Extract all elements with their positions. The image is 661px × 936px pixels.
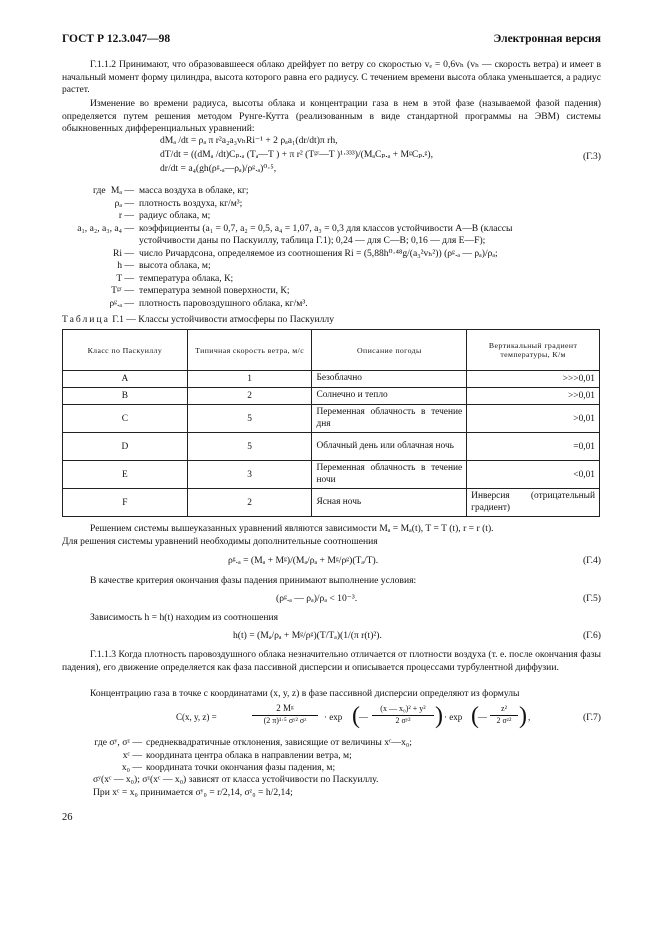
g7-inner1-numerator: (x — x₀)² + y² — [380, 704, 426, 713]
cell-class: A — [63, 371, 188, 388]
paragraph-additional-relations: Для решения системы уравнений необходимы дополнительные соотношения — [62, 536, 378, 547]
g7-inner1-denominator: 2 σʸ² — [395, 716, 411, 725]
legend-symbol: Tᵍʳ — — [111, 285, 134, 296]
paragraph-concentration: Концентрацию газа в точке с координатами (x, y, z) в фазе пассивной дисперсии определяют из формулы — [90, 688, 520, 699]
cell-class: D — [63, 433, 188, 461]
g7-paren-open-1: ( — [352, 703, 360, 729]
cell-wind-speed: 2 — [187, 388, 312, 405]
g7-exp1: · exp — [324, 712, 343, 722]
cell-gradient: =0,01 — [467, 433, 600, 461]
legend-description: коэффициенты (a₁ = 0,7, a₂ = 0,5, a₄ = 1,07, a₃ = 0,3 для классов устойчивости А—В (классы — [139, 222, 513, 234]
equation-g3-line2: dT/dt = ((dMₐ /dt)Cₚ.ₐ (Tₐ—T ) + π r² (Tᵍʳ—T )¹·³³³)/(MₐCₚ.ₐ + MᵍCₚ.ᵍ), — [160, 149, 433, 160]
paragraph-g112: Г.1.1.2 Принимают, что образовавшееся облако дрейфует по ветру со скоростью vₑ = 0,6vₕ (vₕ — скорость ветра) и имеет в начальный момент форму цилиндра, высота которого равна его радиусу. С течением времени высота облака уменьшается, а радиус растет. — [62, 59, 601, 96]
legend-sigma-dependence: σʸ(xᶜ — x₀); σᶻ(xᶜ — x₀) зависят от класса устойчивости по Паскуиллу. — [93, 774, 379, 785]
legend-symbol: r — — [118, 210, 134, 221]
paragraph-height: Зависимость h = h(t) находим из соотношения — [90, 612, 279, 623]
cell-wind-speed: 5 — [187, 405, 312, 433]
legend-symbol: h — — [117, 260, 134, 271]
header-class: Класс по Паскуиллу — [63, 330, 188, 371]
cell-weather: Облачный день или облачная ночь — [312, 433, 467, 461]
g7-lhs: C(x, y, z) = — [176, 712, 217, 722]
table-row — [63, 371, 600, 388]
g7-comma: , — [528, 712, 531, 722]
cell-weather: Переменная облачность в течение ночи — [312, 461, 467, 489]
table-row — [63, 405, 600, 433]
header-weather: Описание погоды — [312, 330, 467, 371]
legend-description: плотность воздуха, кг/м³; — [139, 197, 243, 209]
table-caption-word: Таблица — [62, 314, 110, 325]
cell-gradient: >>>0,01 — [467, 371, 600, 388]
legend-description: плотность паровоздушного облака, кг/м³. — [139, 297, 308, 309]
cell-weather: Солнечно и тепло — [312, 388, 467, 405]
equation-g7 — [176, 703, 576, 735]
equation-g3-number: (Г.3) — [582, 151, 601, 162]
legend-symbol: ρᵍ.ₐ — — [109, 297, 134, 309]
equation-g3-line1: dMₐ /dt = ρₐ π r²a₂a₃vₕRi⁻¹ + 2 ρₐa₁(dr/dt)π rh, — [160, 135, 338, 146]
legend-description: координата точки окончания фазы падения, м; — [146, 762, 336, 773]
legend-description: среднеквадратичные отклонения, зависящие от величины xᶜ—x₀; — [146, 737, 412, 748]
paragraph-solution: Решением системы вышеуказанных уравнений являются зависимости Mₐ = Mₐ(t), T = T (t), r = r (t). — [90, 523, 494, 534]
g7-minus-1: — — [359, 712, 368, 722]
table-caption — [62, 314, 334, 325]
cell-gradient: >0,01 — [467, 405, 600, 433]
pasquill-stability-table — [62, 329, 600, 517]
cell-class: E — [63, 461, 188, 489]
legend-where: где — [93, 185, 106, 196]
equation-g5-number: (Г.5) — [582, 593, 601, 604]
g7-inner2-numerator: z² — [501, 704, 507, 713]
legend-symbol: Mₐ — — [110, 185, 134, 196]
g7-paren-close-2: ) — [519, 703, 527, 729]
g7-minus-2: — — [478, 712, 487, 722]
cell-class: B — [63, 388, 188, 405]
cell-weather: Безоблачно — [312, 371, 467, 388]
legend-description: координата центра облака в направлении ветра, м; — [146, 749, 352, 761]
cell-weather: Переменная облачность в течение дня — [312, 405, 467, 433]
legend-initial-sigma: При xᶜ = x₀ принимается σʸ₀ = r/2,14, σᶻ₀ = h/2,14; — [93, 787, 293, 798]
legend-description: число Ричардсона, определяемое из соотношения Ri = (5,88h⁰·⁴⁸g/(a₃²vₕ²)) (ρᵍ.ₐ — ρₐ)/ρₐ; — [139, 247, 498, 259]
equation-g5: (ρᵍ.ₐ — ρₐ)/ρₐ < 10⁻³. — [276, 593, 358, 604]
legend-symbol: где σʸ, σᶻ — — [94, 737, 142, 748]
paragraph-falling-phase: Изменение во времени радиуса, высоты облака и концентрации газа в нем в этой фазе (называемой фазой падения) определяется путем решения методом Рунге-Кутта (реализованным в виде стандартной программы на ЭВМ) системы обыкновенных дифференциальных уравнений: — [62, 98, 601, 135]
cell-wind-speed: 3 — [187, 461, 312, 489]
paragraph-g113: Г.1.1.3 Когда плотность паровоздушного облака незначительно отличается от плотности воздуха (т. е. после окончания фазы падения), его движение определяется как фаза пассивной дисперсии и описывается процессами турбулентной диффузии. — [62, 649, 601, 673]
page-number: 26 — [62, 812, 73, 823]
g7-exp2: · exp — [444, 712, 463, 722]
document-standard-number: ГОСТ Р 12.3.047—98 — [62, 33, 171, 45]
legend-symbol: ρₐ — — [114, 197, 134, 209]
legend-description: температура облака, К; — [139, 272, 234, 284]
legend-symbol: Ri — — [112, 247, 134, 259]
g7-inner2-denominator: 2 σᶻ² — [496, 716, 512, 725]
header-wind-speed: Типичная скорость ветра, м/с — [187, 330, 312, 371]
edition-label: Электронная версия — [493, 33, 601, 45]
cell-gradient: Инверсия (отрицательный градиент) — [467, 489, 600, 517]
header-gradient: Вертикальный градиент температуры, К/м — [467, 330, 600, 371]
g7-denominator: (2 π)¹·⁵ σʸ² σᶻ — [263, 716, 307, 725]
table-row — [63, 433, 600, 461]
cell-class: F — [63, 489, 188, 517]
table-header-row — [63, 330, 600, 371]
cell-wind-speed: 5 — [187, 433, 312, 461]
legend-description: радиус облака, м; — [139, 210, 211, 221]
equation-g7-number: (Г.7) — [582, 712, 601, 723]
equation-g6-number: (Г.6) — [582, 630, 601, 641]
equation-g3-line3: dr/dt = a₄(gh(ρᵍ.ₐ—ρₐ)/ρᵍ.ₐ)⁰·⁵, — [160, 163, 277, 174]
legend-description: масса воздуха в облаке, кг; — [139, 185, 249, 196]
cell-gradient: >>0,01 — [467, 388, 600, 405]
legend-symbol: T — — [116, 272, 134, 284]
cell-gradient: <0,01 — [467, 461, 600, 489]
equation-g4-number: (Г.4) — [582, 555, 601, 566]
equation-g6: h(t) = (Mₐ/ρₐ + Mᵍ/ρᵍ)(T/Tₐ)(1/(π r(t)²). — [233, 630, 382, 641]
table-row — [63, 388, 600, 405]
cell-weather: Ясная ночь — [312, 489, 467, 517]
g7-paren-open-2: ( — [471, 703, 479, 729]
legend-description: устойчивости даны по Паскуиллу, таблица Г.1); 0,24 — для С—В; 0,16 — для Е—F); — [139, 235, 486, 246]
cell-wind-speed: 2 — [187, 489, 312, 517]
table-row — [63, 489, 600, 517]
equation-g4: ρᵍ.ₐ = (Mₐ + Mᵍ)/(Mₐ/ρₐ + Mᵍ/ρᵍ)(Tₐ/T). — [228, 555, 379, 566]
paragraph-criterion: В качестве критерия окончания фазы падения принимают выполнение условия: — [90, 575, 417, 586]
cell-wind-speed: 1 — [187, 371, 312, 388]
legend-symbol: a₁, a₂, a₃, a₄ — — [77, 222, 134, 234]
g7-numerator: 2 Mᵍ — [276, 703, 294, 713]
legend-symbol: xᶜ — — [122, 749, 142, 761]
g7-paren-close-1: ) — [435, 703, 443, 729]
cell-class: C — [63, 405, 188, 433]
legend-description: высота облака, м; — [139, 260, 211, 271]
legend-description: температура земной поверхности, К; — [139, 285, 290, 296]
table-row — [63, 461, 600, 489]
legend-symbol: x₀ — — [121, 762, 142, 773]
table-caption-text: Г.1 — Классы устойчивости атмосферы по Паскуиллу — [112, 314, 335, 325]
